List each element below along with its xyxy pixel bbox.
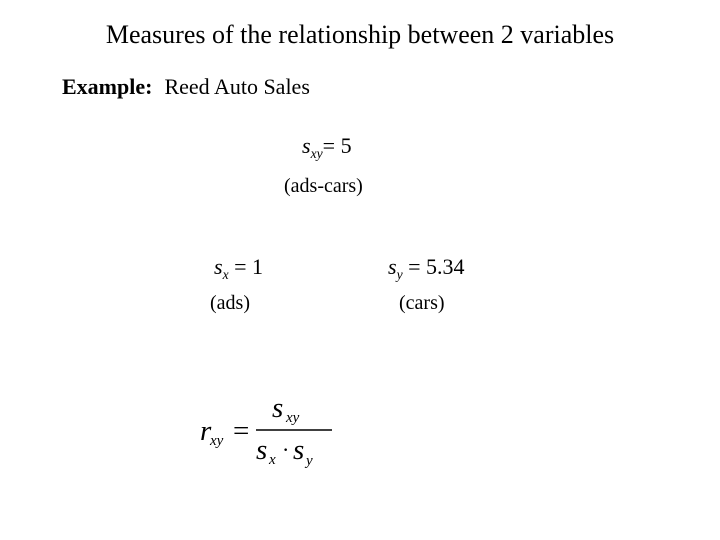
slide-title: Measures of the relationship between 2 variables: [105, 20, 615, 49]
formula-denominator-left-subscript: x: [269, 452, 276, 468]
sx-subscript: x: [222, 266, 229, 282]
covariance-symbol: s: [302, 133, 311, 158]
sx-value-text: = 1: [228, 254, 264, 279]
sy-value-text: = 5.34: [402, 254, 465, 279]
example-label: Example:: [62, 74, 153, 99]
formula-lhs-symbol: r: [200, 415, 212, 447]
formula-numerator-subscript: xy: [286, 410, 300, 426]
covariance-unit: (ads-cars): [284, 175, 363, 197]
sy-symbol: s: [388, 254, 397, 279]
formula-lhs-subscript: xy: [210, 433, 224, 449]
covariance-value: [302, 133, 352, 162]
sx-value: [214, 254, 263, 283]
covariance-subscript: xy: [310, 145, 323, 161]
example-line: [62, 74, 310, 100]
formula-numerator-symbol: s: [272, 393, 284, 424]
sy-unit: (cars): [399, 292, 445, 314]
formula-denominator-right-symbol: s: [293, 434, 305, 466]
sy-value: [388, 254, 465, 283]
sx-symbol: s: [214, 254, 223, 279]
formula-dot: ·: [282, 437, 290, 462]
correlation-formula: [198, 393, 340, 473]
covariance-value-text: = 5: [322, 133, 352, 158]
formula-denominator-left-symbol: s: [256, 434, 268, 466]
sy-subscript: y: [396, 266, 403, 282]
formula-denominator-right-subscript: y: [306, 453, 313, 469]
example-name: Reed Auto Sales: [164, 74, 310, 99]
sx-unit: (ads): [210, 292, 250, 314]
formula-equals: =: [233, 415, 250, 447]
